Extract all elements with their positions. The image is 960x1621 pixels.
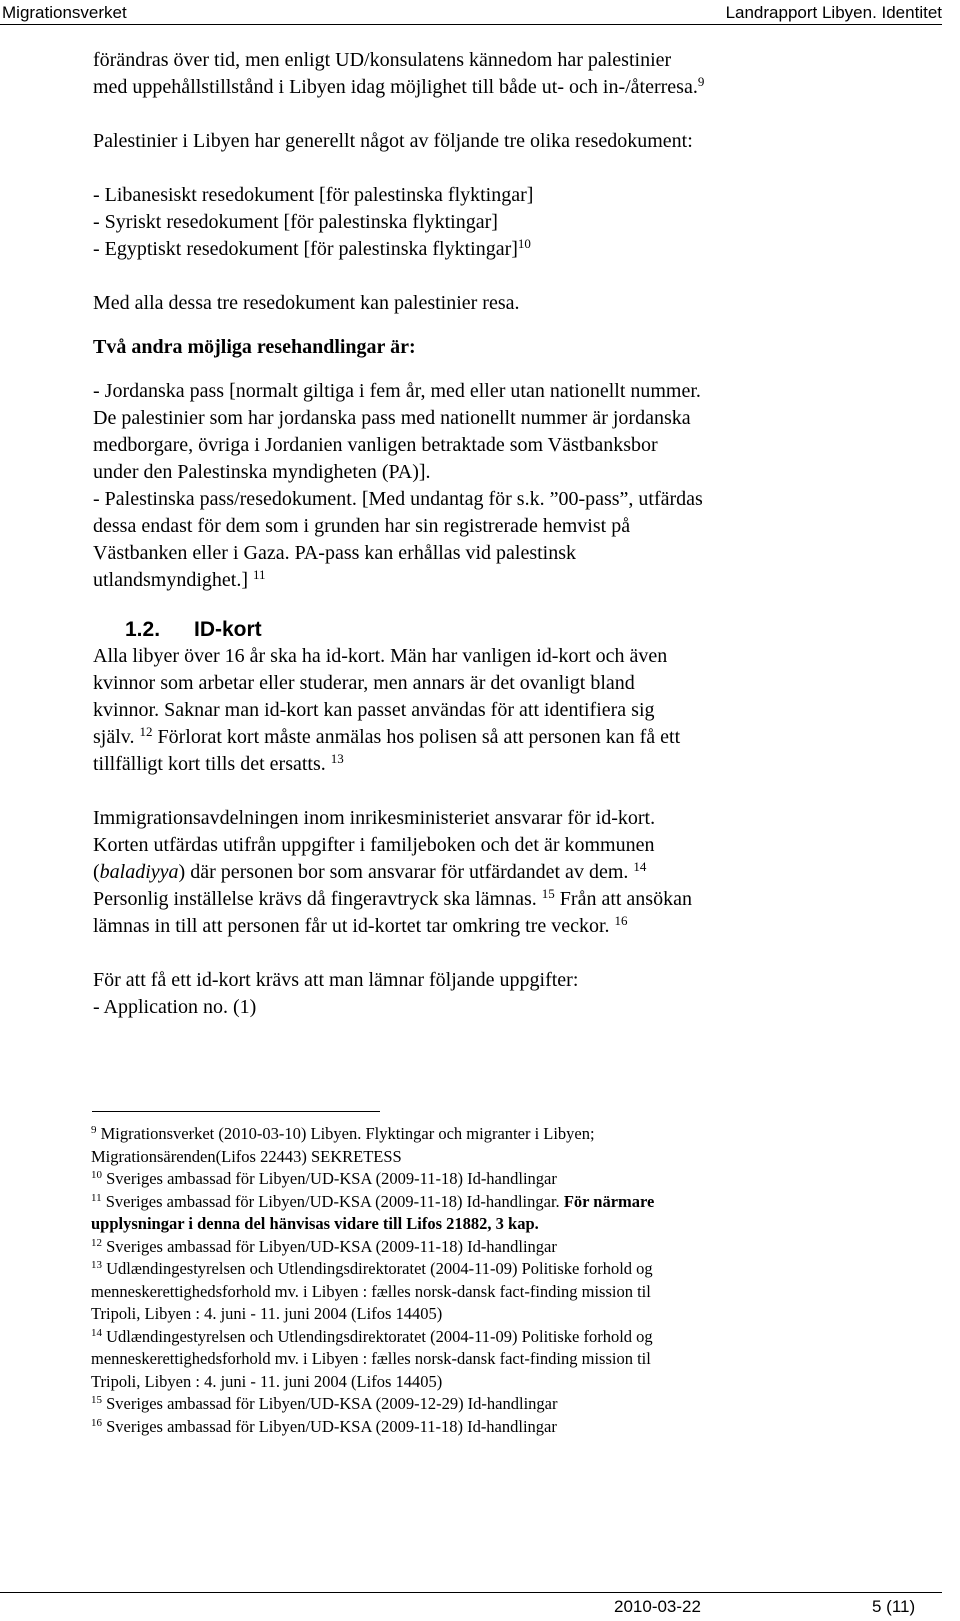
body-line: (baladiyya) där personen bor som ansvarar för utfärdandet av dem. $^{14}$	[93, 859, 647, 883]
footer-rule	[0, 1592, 942, 1593]
section-title: ID-kort	[194, 618, 262, 641]
body-line: - Jordanska pass [normalt giltiga i fem år, med eller utan nationellt nummer.	[93, 380, 701, 402]
body-line: lämnas in till att personen får ut id-kortet tar omkring tre veckor. $^{16}$	[93, 913, 628, 937]
section-heading	[93, 616, 853, 643]
section-number: 1.2.	[125, 618, 161, 641]
footnote: $^9$ Migrationsverket (2010-03-10) Libyen. Flyktingar och migranter i Libyen;	[91, 1124, 595, 1143]
footnote: $^{14}$ Udlændingestyrelsen och Utlendingsdirektoratet (2004-11-09) Politiske forhold og	[91, 1326, 653, 1346]
body-line: förändras över tid, men enligt UD/konsulatens kännedom har palestinier	[93, 49, 672, 71]
page-header	[0, 0, 960, 30]
body-line: med uppehållstillstånd i Libyen idag möjlighet till både ut- och in-/återresa.$^9$	[93, 74, 705, 98]
body-line: själv. $^{12}$ Förlorat kort måste anmälas hos polisen så att personen kan få ett	[93, 724, 681, 748]
footnote: $^{11}$ Sveriges ambassad för Libyen/UD-KSA (2009-11-18) Id-handlingar. För närmare	[91, 1191, 655, 1211]
footnote-ref[interactable]: 16	[614, 913, 628, 928]
footnote-ref[interactable]: 10	[517, 236, 531, 251]
body-line: Alla libyer över 16 år ska ha id-kort. Män har vanligen id-kort och även	[93, 645, 668, 667]
list-item: - Application no. (1)	[93, 996, 257, 1018]
body-line: Personlig inställelse krävs då fingeravtryck ska lämnas. $^{15}$ Från att ansökan	[93, 886, 692, 910]
footnote-continuation: Tripoli, Libyen : 4. juni - 11. juni 2004 (Lifos 14405)	[91, 1304, 443, 1323]
header-rule	[0, 24, 942, 25]
footnote-ref[interactable]: 15	[541, 886, 555, 901]
body-line: De palestinier som har jordanska pass med nationellt nummer är jordanska	[93, 407, 691, 429]
list-item: - Libanesiskt resedokument [för palestinska flyktingar]	[93, 184, 534, 206]
header-organization: Migrationsverket	[2, 3, 127, 22]
body-line: Palestinier i Libyen har generellt något av följande tre olika resedokument:	[93, 130, 693, 152]
body-line: - Palestinska pass/resedokument. [Med undantag för s.k. ”00-pass”, utfärdas	[93, 488, 703, 510]
body-line: Immigrationsavdelningen inom inrikesministeriet ansvarar för id-kort.	[93, 807, 656, 829]
page-number: 5 (11)	[872, 1597, 916, 1616]
footnote-continuation: Migrationsärenden(Lifos 22443) SEKRETESS	[91, 1146, 402, 1166]
footnote-ref[interactable]: 12	[139, 724, 153, 739]
footnote-separator	[92, 1111, 380, 1112]
body-line: under den Palestinska myndigheten (PA)].	[93, 461, 431, 483]
footnotes	[91, 1123, 811, 1438]
footnote-ref[interactable]: 9	[697, 74, 705, 89]
header-document-title: Landrapport Libyen. Identitet	[725, 3, 942, 22]
body-line: Korten utfärdas utifrån uppgifter i familjeboken och det är kommunen	[93, 834, 655, 856]
footnote-continuation: upplysningar i denna del hänvisas vidare till Lifos 21882, 3 kap.	[91, 1214, 539, 1233]
body-line: medborgare, övriga i Jordanien vanligen betraktade som Västbanksbor	[93, 434, 658, 456]
footnote-ref[interactable]: 13	[330, 751, 344, 766]
footnote: $^{12}$ Sveriges ambassad för Libyen/UD-KSA (2009-11-18) Id-handlingar	[91, 1236, 557, 1256]
body-line: dessa endast för dem som i grunden har sin registrerade hemvist på	[93, 515, 631, 537]
footnote: $^{10}$ Sveriges ambassad för Libyen/UD-KSA (2009-11-18) Id-handlingar	[91, 1169, 557, 1188]
footnote: $^{13}$ Udlændingestyrelsen och Utlendingsdirektoratet (2004-11-09) Politiske forhold og	[91, 1259, 653, 1278]
italic-term: baladiyya	[99, 861, 179, 883]
body-line: tillfälligt kort tills det ersatts. $^{13}$	[93, 751, 344, 775]
footnote: $^{15}$ Sveriges ambassad för Libyen/UD-KSA (2009-12-29) Id-handlingar	[91, 1394, 558, 1413]
footer-date: 2010-03-22	[614, 1597, 701, 1616]
footnote-ref[interactable]: 11	[252, 567, 266, 582]
list-item: - Egyptiskt resedokument [för palestinska flyktingar]$^{10}$	[93, 236, 531, 260]
document-body	[93, 47, 853, 1021]
body-line: Västbanken eller i Gaza. PA-pass kan erhållas vid palestinsk	[93, 542, 577, 564]
bold-heading: Två andra möjliga resehandlingar är:	[93, 336, 416, 358]
body-line: kvinnor. Saknar man id-kort kan passet användas för att identifiera sig	[93, 699, 655, 721]
body-line: utlandsmyndighet.] $^{11}$	[93, 567, 266, 591]
list-item: - Syriskt resedokument [för palestinska flyktingar]	[93, 211, 498, 233]
footnote-ref[interactable]: 14	[633, 859, 647, 874]
footnote-continuation: menneskerettighedsforhold mv. i Libyen : fælles norsk-dansk fact-finding mission til	[91, 1281, 651, 1301]
footnote-continuation: Tripoli, Libyen : 4. juni - 11. juni 2004 (Lifos 14405)	[91, 1371, 443, 1391]
body-line: För att få ett id-kort krävs att man lämnar följande uppgifter:	[93, 969, 579, 991]
body-line: Med alla dessa tre resedokument kan palestinier resa.	[93, 292, 520, 314]
footnote: $^{16}$ Sveriges ambassad för Libyen/UD-KSA (2009-11-18) Id-handlingar	[91, 1416, 557, 1436]
footnote-continuation: menneskerettighedsforhold mv. i Libyen : fælles norsk-dansk fact-finding mission til	[91, 1349, 651, 1368]
body-line: kvinnor som arbetar eller studerar, men annars är det ovanligt bland	[93, 672, 635, 694]
